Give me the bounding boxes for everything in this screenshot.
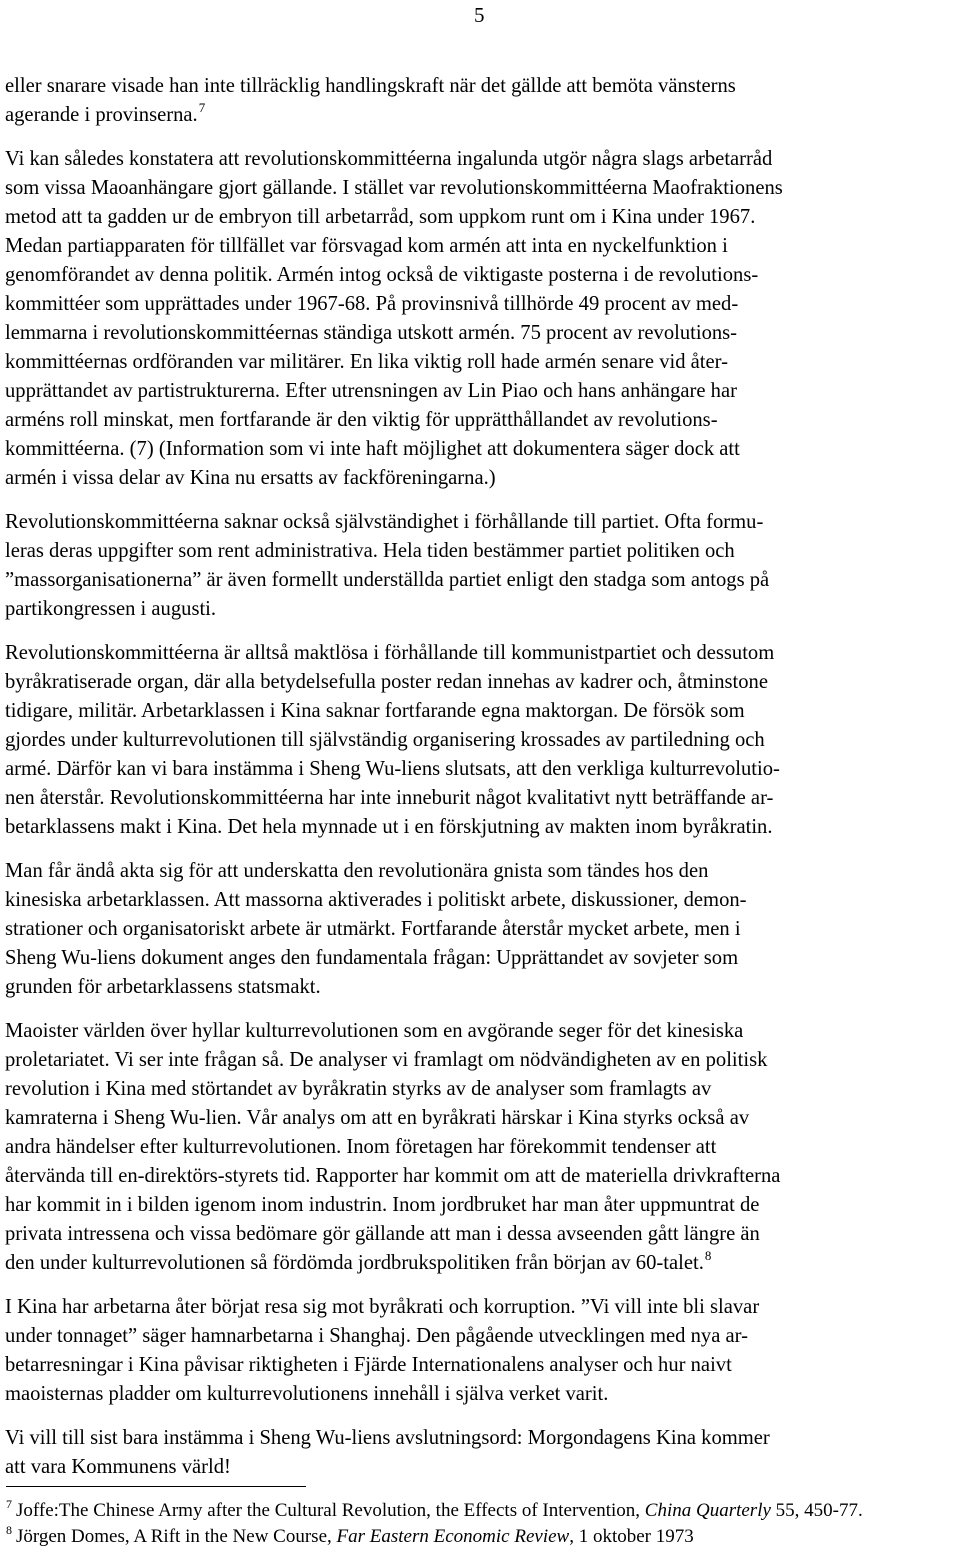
- text-line: Sheng Wu-liens dokument anges den fundamentala frågan: Upprättandet av sovjeter som: [5, 947, 739, 969]
- text-line: återvända till en-direktörs-styrets tid. Rapporter har kommit om att de materiella drivkrafterna: [5, 1165, 781, 1187]
- text-line: betarklassens makt i Kina. Det hela mynnade ut i en förskjutning av makten inom byråkratin.: [5, 816, 773, 838]
- text-line: grunden för arbetarklassens statsmakt.: [5, 976, 321, 998]
- text-line: den under kulturrevolutionen så fördömda jordbrukspolitiken från början av 60-talet.$^8$: [5, 1248, 712, 1274]
- text-line: tidigare, militär. Arbetarklassen i Kina saknar fortfarande egna maktorgan. De försök som: [5, 700, 745, 722]
- text-line: kinesiska arbetarklassen. Att massorna aktiverades i politiskt arbete, diskussioner, demon-: [5, 889, 747, 911]
- text-line: revolution i Kina med störtandet av byråkratin styrks av de analyser som framlagts av: [5, 1078, 712, 1100]
- text-line: agerande i provinserna.$^7$: [5, 100, 206, 126]
- body-text: [5, 72, 957, 1482]
- footnote-reference[interactable]: 7: [198, 100, 206, 115]
- footnote-number: 7: [6, 1497, 12, 1511]
- text-line: lemmarna i revolutionskommittéernas ständiga utskott armén. 75 procent av revolutions-: [5, 322, 738, 344]
- footnote-publication: Far Eastern Economic Review: [336, 1526, 570, 1547]
- text-line: Revolutionskommittéerna är alltså maktlösa i förhållande till kommunistpartiet och dessutom: [5, 642, 775, 664]
- paragraph: [5, 639, 957, 842]
- text-line: Man får ändå akta sig för att underskatta den revolutionära gnista som tändes hos den: [5, 860, 709, 882]
- text-line: har kommit in i bilden igenom inom industrin. Inom jordbruket har man åter uppmuntrat de: [5, 1194, 760, 1216]
- text-line: upprättandet av partistrukturerna. Efter utrensningen av Lin Piao och hans anhängare har: [5, 380, 737, 402]
- footnote: [6, 1498, 958, 1524]
- text-line: privata intressena och vissa bedömare gör gällande att man i dessa avseenden gått längre än: [5, 1223, 760, 1245]
- text-line: som vissa Maoanhängare gjort gällande. I stället var revolutionskommittéerna Maofraktionens: [5, 177, 783, 199]
- paragraph: [5, 145, 957, 493]
- footnote-divider: [6, 1486, 306, 1487]
- footnote-publication: China Quarterly: [644, 1500, 771, 1521]
- text-line: leras deras uppgifter som rent administrativa. Hela tiden bestämmer partiet politiken och: [5, 540, 735, 562]
- footnote-text: Jörgen Domes, A Rift in the New Course,: [16, 1526, 337, 1547]
- text-line: I Kina har arbetarna åter börjat resa sig mot byråkrati och korruption. ”Vi vill inte bli slavar: [5, 1296, 760, 1318]
- footnote-reference[interactable]: 8: [704, 1248, 712, 1263]
- text-line: kommittéerna. (7) (Information som vi inte haft möjlighet att dokumentera säger dock att: [5, 438, 740, 460]
- text-line: andra händelser efter kulturrevolutionen. Inom företagen har förekommit tendenser att: [5, 1136, 717, 1158]
- text-line: maoisternas pladder om kulturrevolutionens innehåll i själva verket varit.: [5, 1383, 609, 1405]
- paragraph: [5, 72, 957, 130]
- text-line: Maoister världen över hyllar kulturrevolutionen som en avgörande seger för det kinesiska: [5, 1020, 744, 1042]
- text-line: armé. Därför kan vi bara instämma i Sheng Wu-liens slutsats, att den verkliga kulturrevolutio-: [5, 758, 780, 780]
- text-line: metod att ta gadden ur de embryon till arbetarråd, som uppkom runt om i Kina under 1967.: [5, 206, 756, 228]
- text-line: proletariatet. Vi ser inte frågan så. De analyser vi framlagt om nödvändigheten av en politisk: [5, 1049, 768, 1071]
- text-line: kommittéer som upprättades under 1967-68. På provinsnivå tillhörde 49 procent av med-: [5, 293, 739, 315]
- text-line: partikongressen i augusti.: [5, 598, 217, 620]
- footnote-text: Joffe:The Chinese Army after the Cultural Revolution, the Effects of Intervention,: [16, 1500, 645, 1521]
- text-line: Vi kan således konstatera att revolutionskommittéerna ingalunda utgör några slags arbetarråd: [5, 148, 773, 170]
- footnote-text-end: 55, 450-77.: [770, 1500, 863, 1521]
- text-line: byråkratiserade organ, där alla betydelsefulla poster redan innehas av kadrer och, åtminstone: [5, 671, 768, 693]
- page-number: 5: [474, 3, 485, 27]
- text-line: genomförandet av denna politik. Armén intog också de viktigaste posterna i de revolutions-: [5, 264, 759, 286]
- footnotes: [6, 1498, 958, 1550]
- paragraph: [5, 1017, 957, 1278]
- text-line: kamraterna i Sheng Wu-lien. Vår analys om att en byråkrati härskar i Kina styrks också av: [5, 1107, 750, 1129]
- text-line: arméns roll minskat, men fortfarande är den viktig för upprätthållandet av revolutions-: [5, 409, 718, 431]
- footnote-number: 8: [6, 1523, 12, 1537]
- paragraph: [5, 1424, 957, 1482]
- paragraph: [5, 857, 957, 1002]
- footnote-text-end: , 1 oktober 1973: [569, 1526, 694, 1547]
- text-line: gjordes under kulturrevolutionen till självständig organisering krossades av partiledning och: [5, 729, 765, 751]
- text-line: ”massorganisationerna” är även formellt underställda partiet enligt den stadga som antogs på: [5, 569, 770, 591]
- text-line: nen återstår. Revolutionskommittéerna har inte inneburit något kvalitativt nytt beträffande ar-: [5, 787, 774, 809]
- text-line: att vara Kommunens värld!: [5, 1456, 231, 1478]
- text-line: strationer och organisatoriskt arbete är utmärkt. Fortfarande återstår mycket arbete, men i: [5, 918, 741, 940]
- text-line: eller snarare visade han inte tillräcklig handlingskraft när det gällde att bemöta vänsterns: [5, 75, 736, 97]
- footnote: [6, 1524, 958, 1550]
- text-line: Vi vill till sist bara instämma i Sheng Wu-liens avslutningsord: Morgondagens Kina kommer: [5, 1427, 770, 1449]
- paragraph: [5, 1293, 957, 1409]
- text-line: armén i vissa delar av Kina nu ersatts av fackföreningarna.): [5, 467, 496, 489]
- text-line: betarresningar i Kina påvisar riktigheten i Fjärde Internationalens analyser och hur naivt: [5, 1354, 732, 1376]
- text-line: kommittéernas ordföranden var militärer. En lika viktig roll hade armén senare vid åter-: [5, 351, 728, 373]
- paragraph: [5, 508, 957, 624]
- text-line: under tonnaget” säger hamnarbetarna i Shanghaj. Den pågående utvecklingen med nya ar-: [5, 1325, 748, 1347]
- text-line: Medan partiapparaten för tillfället var försvagad kom armén att inta en nyckelfunktion i: [5, 235, 728, 257]
- text-line: Revolutionskommittéerna saknar också självständighet i förhållande till partiet. Ofta formu-: [5, 511, 764, 533]
